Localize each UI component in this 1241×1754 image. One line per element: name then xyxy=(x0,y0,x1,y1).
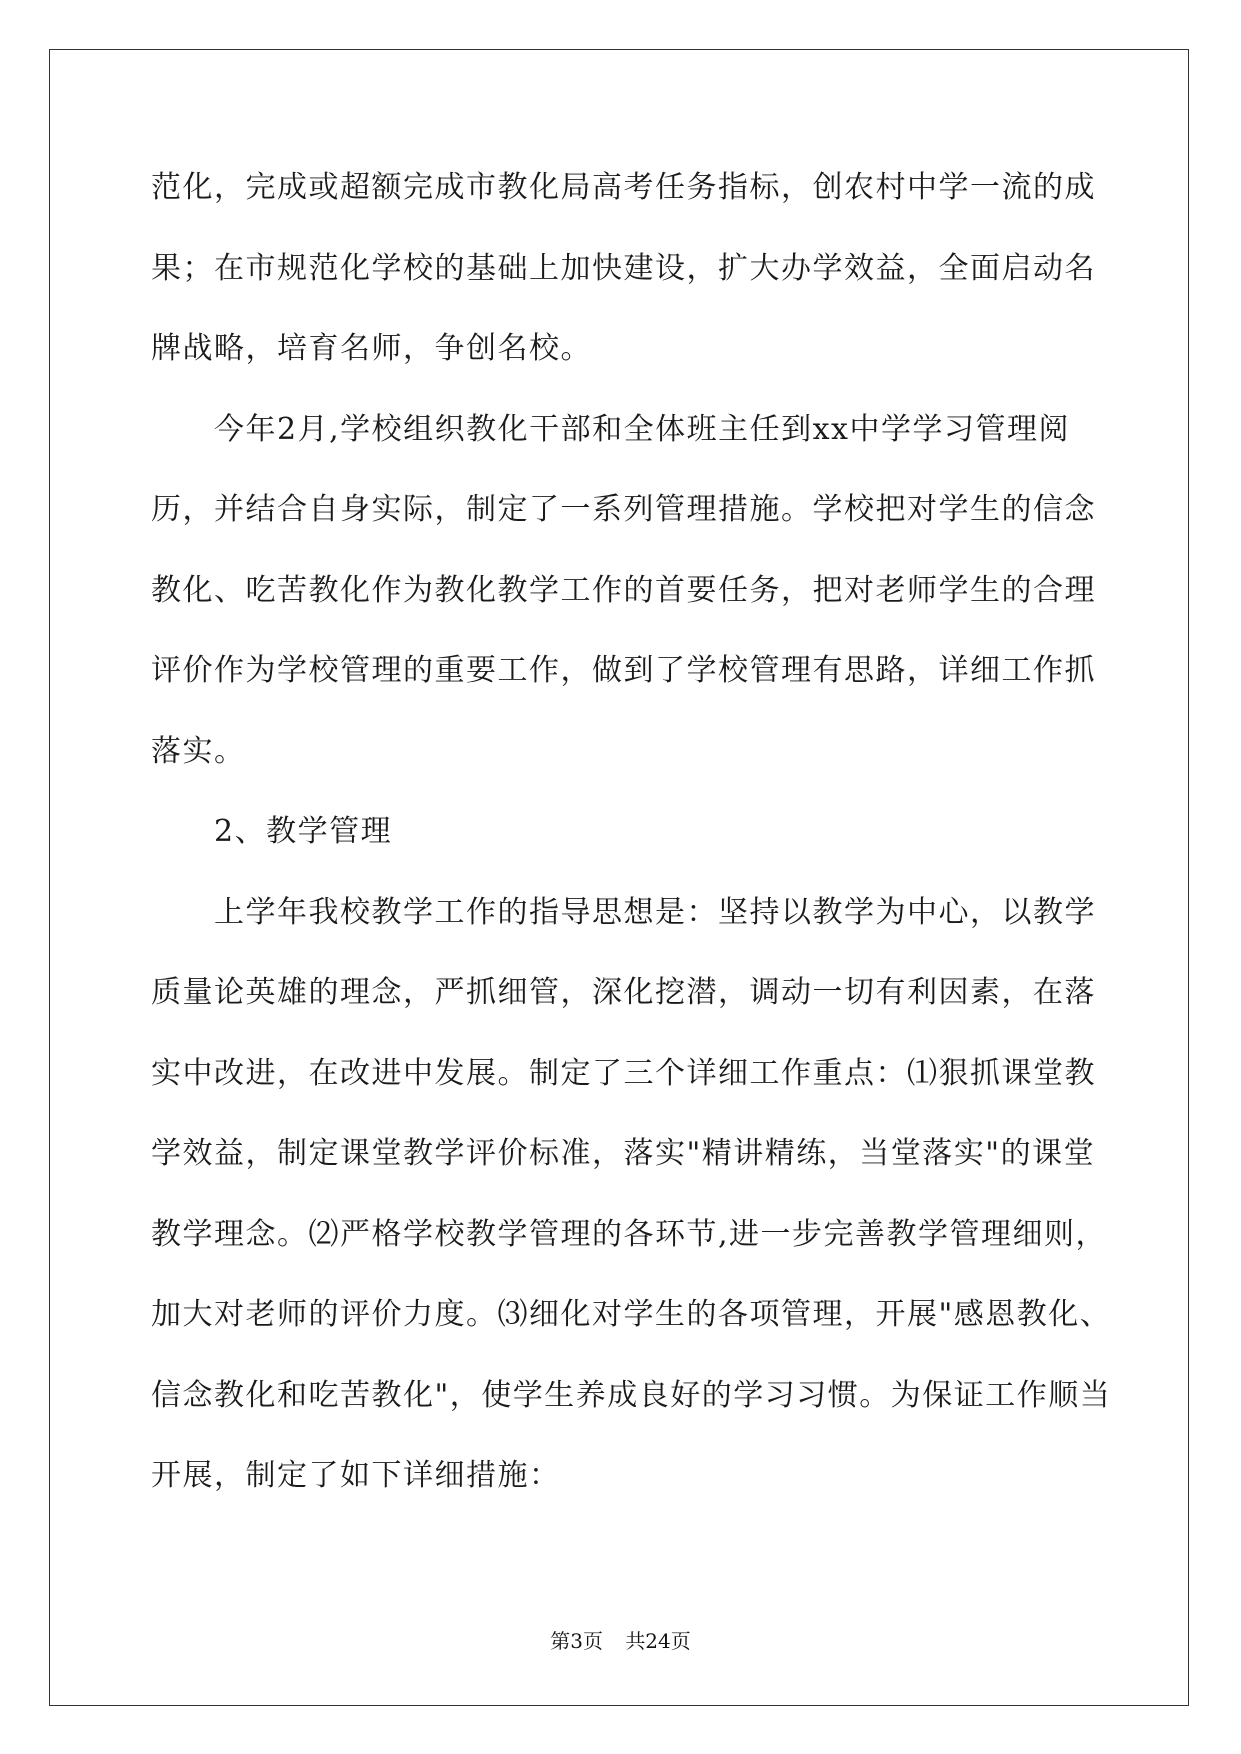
text-line: 落实。 xyxy=(151,733,246,769)
text-line: 实中改进，在改进中发展。制定了三个详细工作重点：⑴狠抓课堂教 xyxy=(151,1055,1096,1091)
text-line: 牌战略，培育名师，争创名校。 xyxy=(151,331,592,366)
text-line: 教化、吃苦教化作为教化教学工作的首要任务，把对老师学生的合理 xyxy=(151,572,1096,608)
page-number: 第3页 xyxy=(550,1629,603,1653)
text-line: 今年2月,学校组织教化干部和全体班主任到xx中学学习管理阅 xyxy=(151,411,1070,447)
page-footer xyxy=(0,1629,1241,1653)
page-total: 共24页 xyxy=(625,1629,691,1653)
text-line: 质量论英雄的理念，严抓细管，深化挖潜，调动一切有利因素，在落 xyxy=(151,975,1096,1010)
text-line: 评价作为学校管理的重要工作，做到了学校管理有思路，详细工作抓 xyxy=(151,653,1096,688)
text-line: 开展，制定了如下详细措施： xyxy=(151,1458,561,1493)
text-line: 教学理念。⑵严格学校教学管理的各环节,进一步完善教学管理细则， xyxy=(151,1216,1108,1252)
text-line: 加大对老师的评价力度。⑶细化对学生的各项管理，开展"感恩教化、 xyxy=(151,1297,1112,1332)
section-heading: 2、教学管理 xyxy=(151,814,393,849)
text-line: 信念教化和吃苦教化"，使学生养成良好的学习习惯。为保证工作顺当 xyxy=(151,1377,1112,1413)
text-line: 历，并结合自身实际，制定了一系列管理措施。学校把对学生的信念 xyxy=(151,492,1096,527)
document-body xyxy=(151,148,1112,1517)
text-line: 学效益，制定课堂教学评价标准，落实"精讲精练，当堂落实"的课堂 xyxy=(151,1136,1096,1171)
text-line: 范化，完成或超额完成市教化局高考任务指标，创农村中学一流的成 xyxy=(151,170,1096,205)
text-line: 上学年我校教学工作的指导思想是：坚持以教学为中心，以教学 xyxy=(151,894,1096,930)
text-line: 果；在市规范化学校的基础上加快建设，扩大办学效益，全面启动名 xyxy=(151,250,1096,286)
